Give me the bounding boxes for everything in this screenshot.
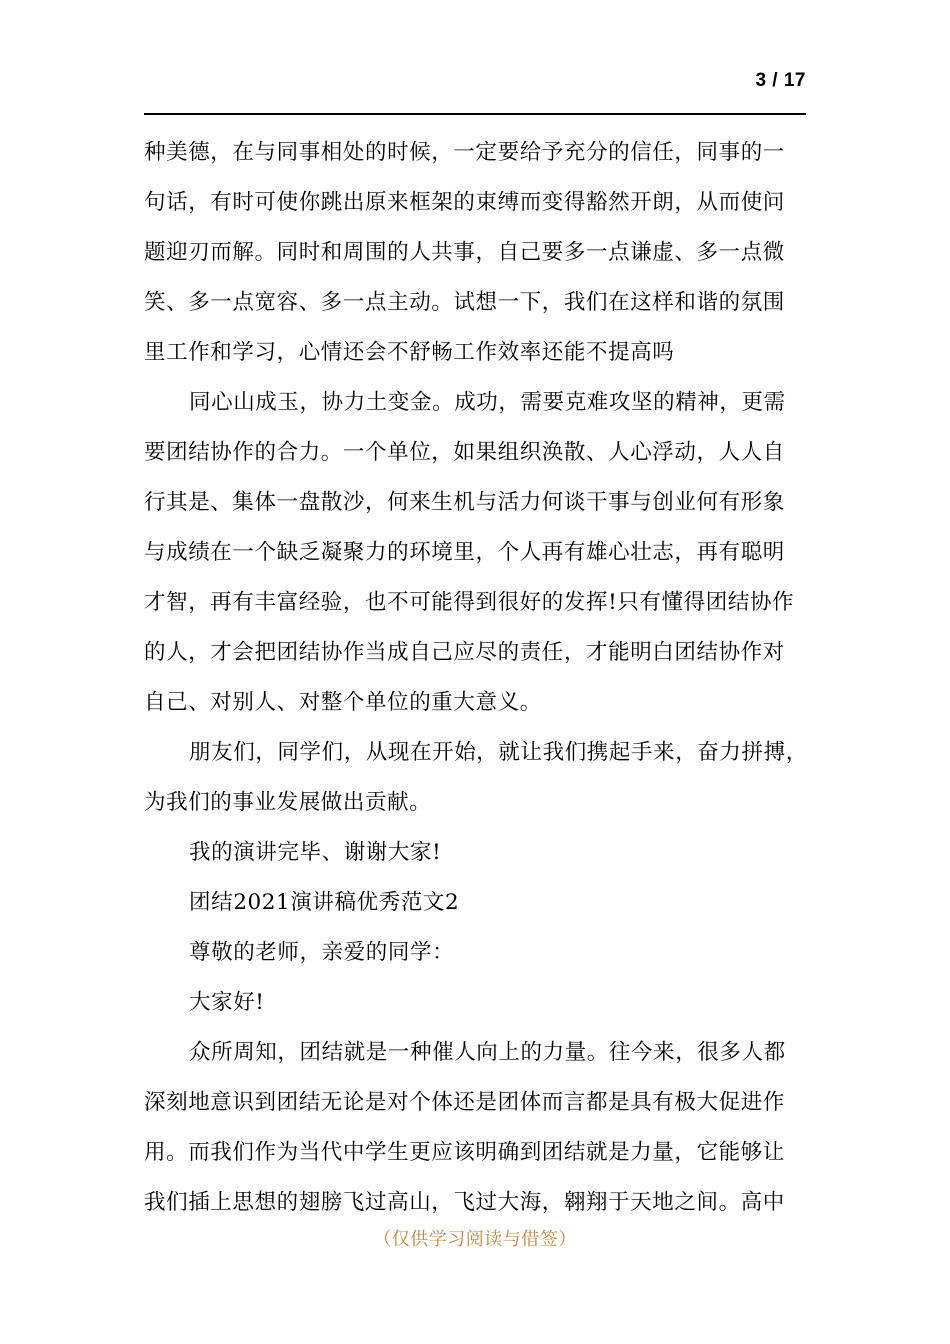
paragraph-2 [144,378,810,728]
text-line: 大家好! [189,990,265,1015]
text-line: 种美德，在与同事相处的时候，一定要给予充分的信任，同事的一 [144,140,785,165]
footer-note: （仅供学习阅读与借签） [373,1229,577,1250]
paragraph-3 [144,728,810,828]
header-divider [144,113,806,115]
document-body [144,128,810,1228]
text-line: 团结2021演讲稿优秀范文2 [189,890,460,915]
text-line: 同心山成玉，协力土变金。成功，需要克难攻坚的精神，更需 [189,390,786,415]
paragraph-1 [144,128,810,378]
text-line: 句话，有时可使你跳出原来框架的束缚而变得豁然开朗，从而使问 [144,190,785,215]
text-line: 用。而我们作为当代中学生更应该明确到团结就是力量，它能够让 [144,1140,785,1165]
text-line: 笑、多一点宽容、多一点主动。试想一下，我们在这样和谐的氛围 [144,290,785,315]
text-line: 才智，再有丰富经验，也不可能得到很好的发挥!只有懂得团结协作 [144,590,795,615]
text-line: 的人，才会把团结协作当成自己应尽的责任，才能明白团结协作对 [144,640,785,665]
text-line: 众所周知，团结就是一种催人向上的力量。往今来，很多人都 [189,1040,786,1065]
text-line: 为我们的事业发展做出贡献。 [144,790,432,815]
section-title [144,878,810,928]
closing-line [144,828,810,878]
text-line: 我的演讲完毕、谢谢大家! [189,840,442,865]
text-line: 要团结协作的合力。一个单位，如果组织涣散、人心浮动，人人自 [144,440,785,465]
greeting [144,978,810,1028]
text-line: 尊敬的老师，亲爱的同学： [189,940,455,965]
text-line: 里工作和学习，心情还会不舒畅工作效率还能不提高吗 [144,340,675,365]
salutation [144,928,810,978]
paragraph-4 [144,1028,810,1228]
text-line: 深刻地意识到团结无论是对个体还是团体而言都是具有极大促进作 [144,1090,785,1115]
text-line: 自己、对别人、对整个单位的重大意义。 [144,690,542,715]
text-line: 我们插上思想的翅膀飞过高山，飞过大海，翱翔于天地之间。高中 [144,1190,785,1215]
text-line: 朋友们，同学们，从现在开始，就让我们携起手来，奋力拼搏， [189,740,808,765]
text-line: 题迎刃而解。同时和周围的人共事，自己要多一点谦虚、多一点微 [144,240,785,265]
text-line: 行其是、集体一盘散沙，何来生机与活力何谈干事与创业何有形象 [144,490,785,515]
page-number: 3 / 17 [755,70,806,91]
text-line: 与成绩在一个缺乏凝聚力的环境里，个人再有雄心壮志，再有聪明 [144,540,785,565]
